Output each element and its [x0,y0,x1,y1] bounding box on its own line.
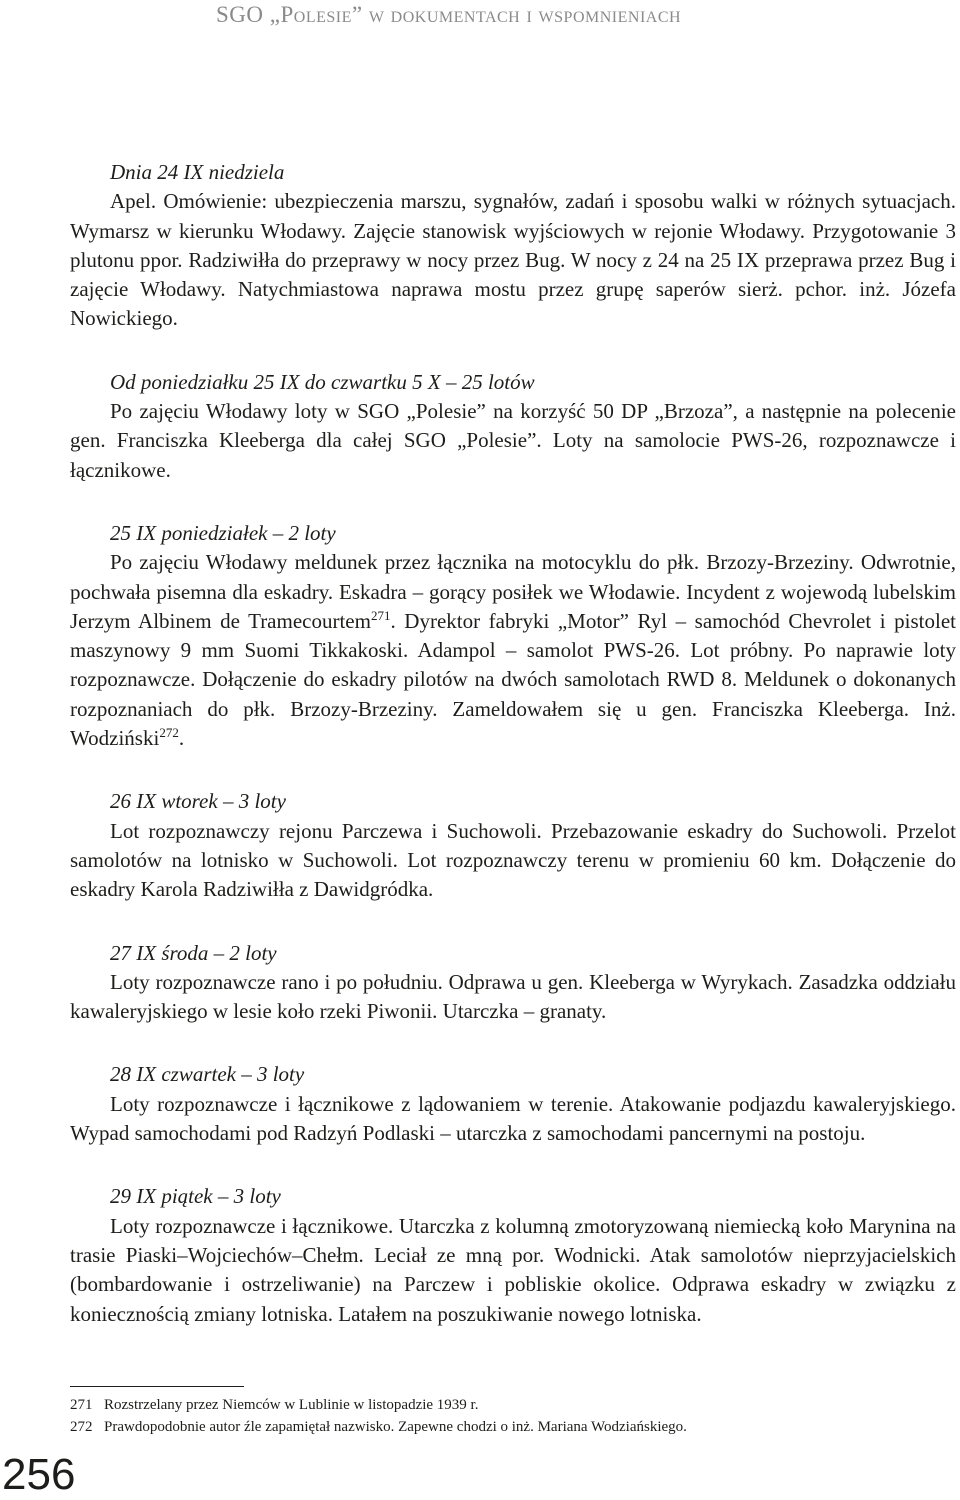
page-number: 256 [2,1450,76,1499]
footnote-271 [70,1394,930,1416]
footnote-ref-271[interactable]: 271 [370,607,391,623]
entry-heading: 26 IX wtorek – 3 loty [110,789,286,814]
diary-entry-25-ix [70,519,956,753]
entry-body-text: Po zajęciu Włodawy meldunek przez łącznika na motocyklu do płk. Brzozy-Brzeziny. Odwrotnie, pochwała pisemna dla eskadry. Eskadra – gorący posiłek we Włodawie. Incydent z wojewodą lubelskim Jerzym Albinem de Tramecourtem [70,550,956,633]
footnote-ref-272[interactable]: 272 [159,725,179,741]
diary-entry-27-ix [70,939,956,1027]
entry-body: Po zajęciu Włodawy loty w SGO „Polesie” na korzyść 50 DP „Brzoza”, a następnie na polecenie gen. Franciszka Kleeberga dla całej SGO „Polesie”. Loty na samolocie PWS-26, rozpoznawcze i łącznikowe. [70,399,956,482]
entry-heading: 27 IX środa – 2 loty [110,940,277,965]
footnote-text: Prawdopodobnie autor źle zapamiętał nazwisko. Zapewne chodzi o inż. Mariana Wodziańskiego. [104,1419,687,1435]
footnote-text: Rozstrzelany przez Niemców w Lublinie w listopadzie 1939 r. [104,1397,479,1413]
entry-heading: Dnia 24 IX niedziela [110,160,285,184]
entry-heading: 25 IX poniedziałek – 2 loty [110,520,336,545]
entry-heading: 29 IX piątek – 3 loty [110,1184,281,1209]
footnote-number: 272 [70,1419,93,1435]
entry-body-text: . Dyrektor fabryki „Motor” Ryl – samochód Chevrolet i pistolet maszynowy 9 mm Suomi Tikkakoski. Adampol – samolot PWS-26. Lot próbny. Po naprawie loty rozpoznawcze. Dołączenie do eskadry pilotów na dwóch samolotach RWD 8. Meldunek o dokonanych rozpoznaniach do płk. Brzozy-Brzeziny. Zameldowałem się u gen. Franciszka Kleeberga. Inż. Wodziński [70,608,956,751]
diary-entry-25-ix-5-x [70,368,956,485]
entry-body-text: . [178,726,185,751]
entry-heading: 28 IX czwartek – 3 loty [110,1062,305,1087]
entry-body [70,548,956,753]
entry-body: Loty rozpoznawcze i łącznikowe z lądowaniem w terenie. Atakowanie podjazdu kawaleryjskiego. Wypad samochodami pod Radzyń Podlaski – utarczka z samochodami pancernymi na postoju. [70,1091,956,1146]
entry-heading: Od poniedziałku 25 IX do czwartku 5 X – 25 lotów [110,369,535,394]
running-head: SGO „Polesie” w dokumentach i wspomnieniach [216,2,682,27]
footnote-number: 271 [70,1397,93,1413]
entry-body: Loty rozpoznawcze i łącznikowe. Utarczka z kolumną zmotoryzowaną niemiecką koło Marynina na trasie Piaski–Wojciechów–Chełm. Leciał ze mną por. Wodnicki. Atak samolotów nieprzyjacielskich (bombardowanie i ostrzeliwanie) na Parczew i pobliskie okolice. Odprawa eskadry w związku z koniecznością zmiany lotniska. Latałem na poszukiwanie nowego lotniska. [70,1213,956,1326]
entry-body: Lot rozpoznawczy rejonu Parczewa i Suchowoli. Przebazowanie eskadry do Suchowoli. Przelot samolotów na lotnisko w Suchowoli. Lot rozpoznawczy terenu w promieniu 60 km. Dołączenie do eskadry Karola Radziwiłła z Dawidgródka. [70,818,956,902]
diary-entry-24-ix [70,158,956,334]
footnote-272 [70,1416,930,1438]
diary-entry-26-ix [70,787,956,904]
entry-body: Apel. Omówienie: ubezpieczenia marszu, sygnałów, zadań i sposobu walki w różnych sytuacjach. Wymarsz w kierunku Włodawy. Zajęcie stanowisk wyjściowych w rejonie Włodawy. Przygotowanie 3 plutonu ppor. Radziwiłła do przeprawy w nocy przez Bug. W nocy z 24 na 25 IX przeprawa przez Bug i zajęcie Włodawy. Natychmiastowa naprawa mostu przez grupę saperów sierż. pchor. inż. Józefa Nowickiego. [70,189,956,331]
footnotes [70,1394,930,1438]
main-text [70,158,956,1363]
diary-entry-28-ix [70,1060,956,1148]
diary-entry-29-ix [70,1182,956,1328]
entry-body: Loty rozpoznawcze rano i po południu. Odprawa u gen. Kleeberga w Wyrykach. Zasadzka oddziału kawaleryjskiego w lesie koło rzeki Piwonii. Utarczka – granaty. [70,969,956,1024]
footnote-separator [70,1386,244,1387]
